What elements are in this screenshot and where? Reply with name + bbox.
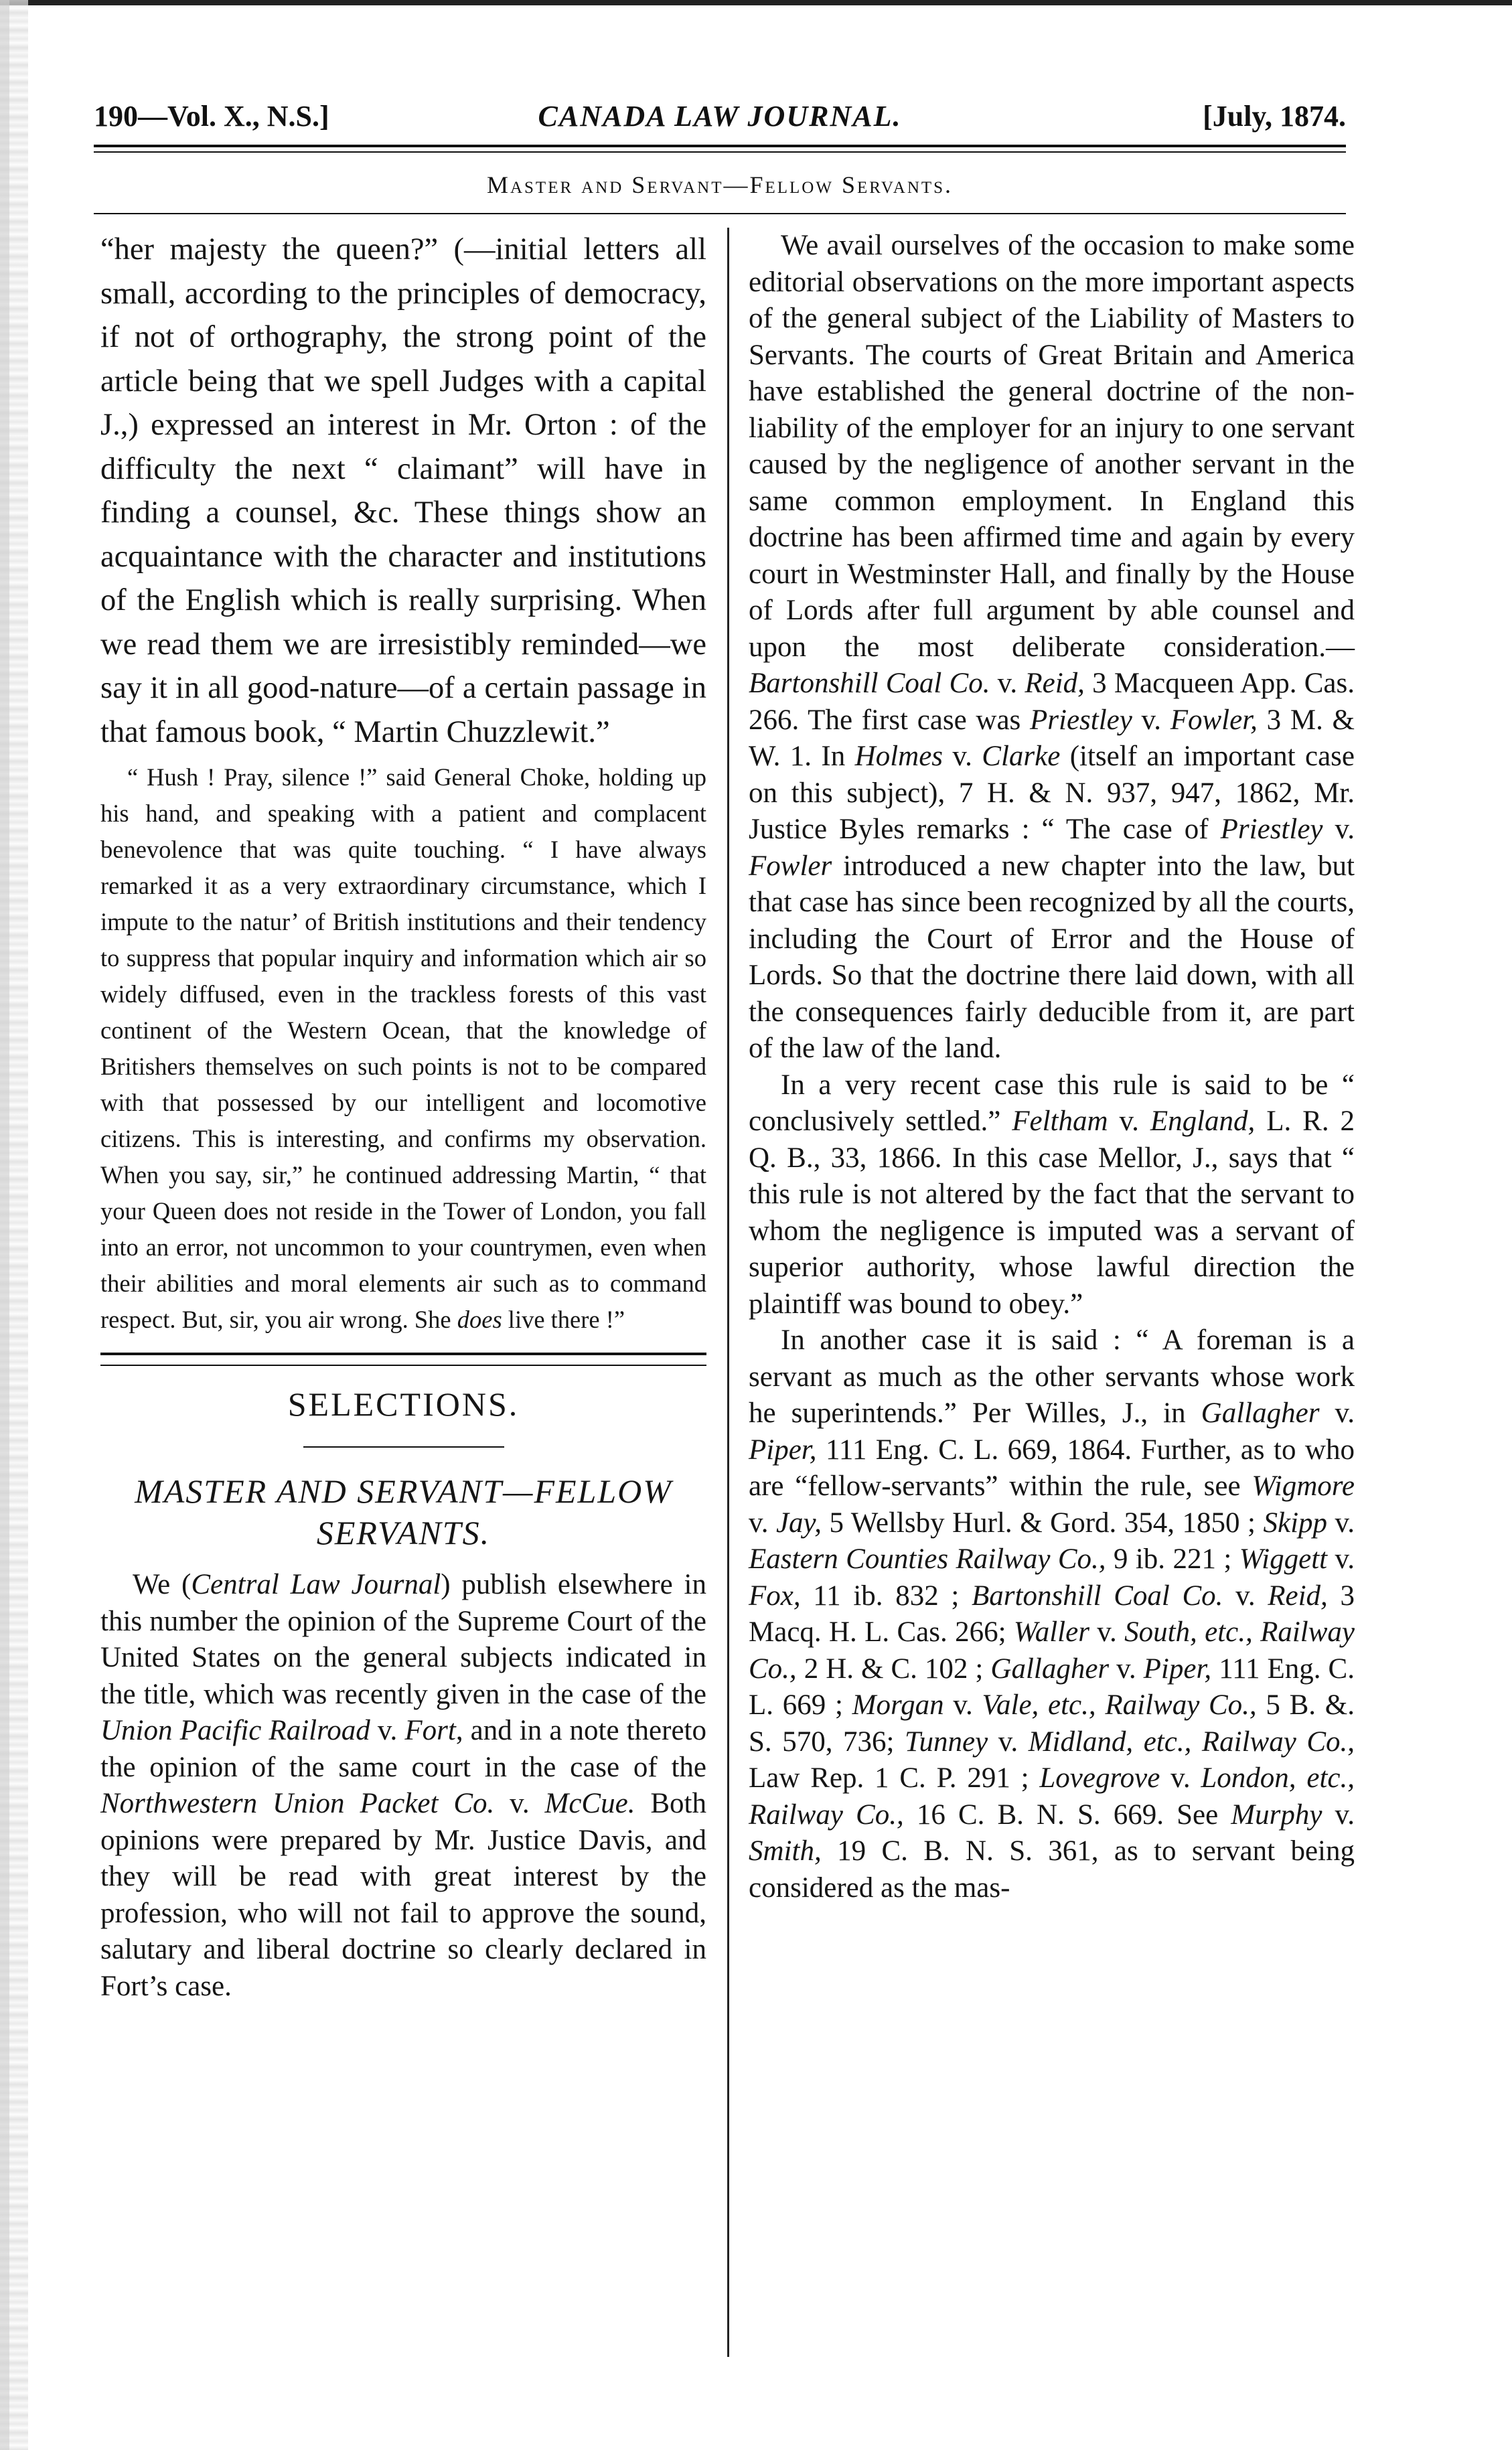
text-run: 3 Macqueen App. Cas. 266. The first case was [749,668,1355,736]
case-party: Gallagher [1201,1397,1320,1429]
case-party: Midland, etc., Railway Co., [1028,1726,1355,1758]
text-run: v. [1132,704,1170,736]
right-paragraph-2 [749,1067,1355,1323]
text-run: We avail ourselves of the occasion to make some editorial observations on the more important aspects of the general subject of the Liability of Masters to Servants. The courts of Great Britain and America have established the general doctrine of the non-liability of the employer for an injury to one servant caused by the negligence of another servant in the same common employment. In England this doctrine has been affirmed time and again by every court in Westminster Hall, and finally by the House of Lords after full argument by able counsel and upon the most deliberate consideration.— [749,230,1355,663]
header-volume: 190—Vol. X., N.S.] [94,100,329,133]
case-party: Morgan [852,1689,944,1721]
text-run: v. [1327,1543,1355,1575]
left-paragraph-1: “her majesty the queen?” (—initial letters all small, according to the principles of democracy, if not of orthography, the strong point of the article being that we spell Judges with a capital J.,) expressed an interest in Mr. Orton : of the difficulty the next “ claimant” will have in finding a counsel, &c. These things show an acquaintance with the character and institutions of the English which is really surprising. When we read them we are irresistibly reminded—we say it in all good-nature—of a certain passage in that famous book, “ Martin Chuzzlewit.” [100,232,706,749]
chuzzlewit-quote [100,759,706,1338]
article-title: MASTER AND SERVANT—FELLOW SERVANTS. [135,1472,672,1551]
text-run: 11 ib. 832 ; [800,1580,972,1612]
header-rule-bottom [94,151,1346,153]
case-party: Wiggett [1239,1543,1328,1575]
case-party: Fort [404,1715,456,1746]
selections-double-rule [100,1353,706,1366]
case-party: South, etc., Railway Co., [749,1616,1355,1685]
case-party: Priestley [1030,704,1132,736]
text-run: v. [1089,1616,1125,1648]
case-party: Priestley [1220,814,1323,845]
quote-emphasis: does [457,1306,502,1333]
text-run: , and in a note thereto the opinion of the same court in the case of the [100,1715,706,1783]
case-party: Union Pacific Railroad [100,1715,370,1746]
text-run: v. [1223,1580,1268,1612]
text-run: v. [988,1726,1029,1758]
text-run: v. [1327,1507,1355,1539]
case-party: Reid, [1268,1580,1328,1612]
text-run: 5 Wellsby Hurl. & Gord. 354, 1850 ; [822,1507,1264,1539]
selections-short-rule [303,1446,504,1448]
running-head: Master and Servant—Fellow Servants. [486,171,954,198]
text-run: v. [1322,1798,1355,1831]
case-party: Murphy [1231,1798,1322,1831]
header-rule-top [94,145,1346,147]
text-run: v. [943,1689,982,1721]
text-run: In a very recent case this rule is said to be “ conclusively settled.” [749,1069,1355,1137]
text-run: v. [1319,1397,1355,1429]
text-run: Both opinions were prepared by Mr. Justice Davis, and they will be read with great interest by the profession, who will not fail to approve the sound, salutary and liberal doctrine so clearly declared in Fort’s case. [100,1788,706,2002]
case-party: Eastern Counties Railway Co., [749,1543,1106,1575]
case-party: Holmes [854,741,943,772]
right-paragraph-1 [749,228,1355,1067]
case-party: Gallagher [990,1653,1110,1685]
running-head-rule [94,213,1346,214]
case-party: Vale, etc., Railway Co., [982,1689,1257,1721]
selections-section [100,1353,706,2005]
text-run: 3 M. & W. 1. In [749,704,1355,772]
header-date: [July, 1874. [1203,100,1346,133]
case-party: Piper, [749,1434,817,1466]
case-party: Fowler [749,850,832,882]
text-run: (itself an important case on this subject), 7 H. & N. 937, 947, 1862, Mr. Justice Byles remarks : “ The case of [749,741,1355,845]
text-run: L. R. 2 Q. B., 33, 1866. In this case Mellor, J., says that “ this rule is not altered by the fact that the servant to whom the negligence is imputed was a servant of superior authority, whose lawful direction the plaintiff was bound to obey.” [749,1105,1355,1320]
case-party: Jay, [775,1507,822,1539]
right-paragraph-3 [749,1322,1355,1906]
text-run: v. [1322,814,1355,845]
text-run: 111 Eng. C. L. 669 ; [749,1653,1355,1721]
case-party: Smith, [749,1835,822,1867]
text-run: v. [1108,1105,1150,1137]
left-column [100,228,706,2005]
case-party: Skipp [1263,1507,1328,1539]
text-run: 9 ib. 221 ; [1106,1543,1239,1575]
text-run: v. [749,1507,776,1539]
text-run: 111 Eng. C. L. 669, 1864. Further, as to who are “fellow-servants” within the rule, see [749,1434,1355,1502]
text-run: 2 H. & C. 102 ; [796,1653,991,1685]
text-run: v. [990,668,1025,699]
case-party: Northwestern Union Packet Co. [100,1788,495,1819]
text-run: Law Rep. 1 C. P. 291 ; [749,1762,1040,1794]
text-run: v. [370,1715,405,1746]
text-run: 3 Macq. H. L. Cas. 266; [749,1580,1355,1648]
text-run: v. [1109,1653,1144,1685]
column-divider [727,228,729,2357]
text-run: 16 C. B. N. S. 669. See [903,1798,1231,1831]
case-party: England, [1150,1105,1256,1137]
header-journal-title: CANADA LAW JOURNAL. [538,100,902,133]
scan-top-border [0,0,1512,5]
scan-edge-shadow [0,0,9,2450]
case-party: Waller [1013,1616,1089,1648]
case-party: Bartonshill Coal Co. [972,1580,1223,1612]
text-run: introduced a new chapter into the law, but that case has since been recognized by all the courts, including the Court of Error and the House of Lords. So that the doctrine there laid down, with all the consequences fairly deducible from it, are part of the law of the land. [749,850,1355,1064]
case-party: Piper, [1143,1653,1212,1685]
selections-heading: SELECTIONS. [287,1385,520,1423]
quote-text: “ Hush ! Pray, silence !” said General Choke, holding up his hand, and speaking with a patient and complacent benevolence that was quite touching. “ I have always remarked it as a very extraordinary circumstance, which I impute to the natur’ of British institutions and their tendency to suppress that popular inquiry and information which air so widely diffused, even in the trackless forests of this vast continent of the Western Ocean, that the knowledge of Britishers themselves on such points is not to be compared with that possessed by our intelligent and locomotive citizens. This is interesting, and confirms my observation. When you say, sir,” he continued addressing Martin, “ that your Queen does not reside in the Tower of London, you fall into an error, not uncommon to your countrymen, even when their abilities and moral elements air such as to command respect. But, sir, you air wrong. She [100,763,706,1333]
quote-text-end: live there !” [502,1306,625,1333]
case-party: Lovegrove [1039,1762,1160,1794]
case-party: Feltham [1012,1105,1108,1137]
article-intro-paragraph [100,1567,706,2005]
journal-name: Central Law Journal [191,1569,441,1600]
text-run: v. [943,741,982,772]
text-run: v. [1160,1762,1201,1794]
case-party: Fowler, [1170,704,1258,736]
right-column [749,228,1355,1906]
text-run: ) publish elsewhere in this number the opinion of the Supreme Court of the United States on the general subjects indicated in the title, which was recently given in the case of the [100,1569,706,1710]
text-run: 19 C. B. N. S. 361, as to servant being considered as the mas- [749,1835,1355,1904]
case-party: Tunney [904,1726,988,1758]
page-header [94,92,1346,139]
case-party: Bartonshill Coal Co. [749,668,990,699]
text-run: v. [494,1788,545,1819]
case-party: McCue. [544,1788,635,1819]
text-run: In another case it is said : “ A foreman is a servant as much as the other servants whose work he superintends.” Per Willes, J., in [749,1324,1355,1429]
case-party: Clarke [982,741,1061,772]
case-party: Fox, [749,1580,801,1612]
case-party: London, etc., Railway Co., [749,1762,1355,1831]
text-run: We ( [133,1569,192,1600]
text-run: 5 B. &. S. 570, 736; [749,1689,1355,1758]
case-party: Wigmore [1252,1470,1355,1502]
case-party: Reid, [1025,668,1085,699]
